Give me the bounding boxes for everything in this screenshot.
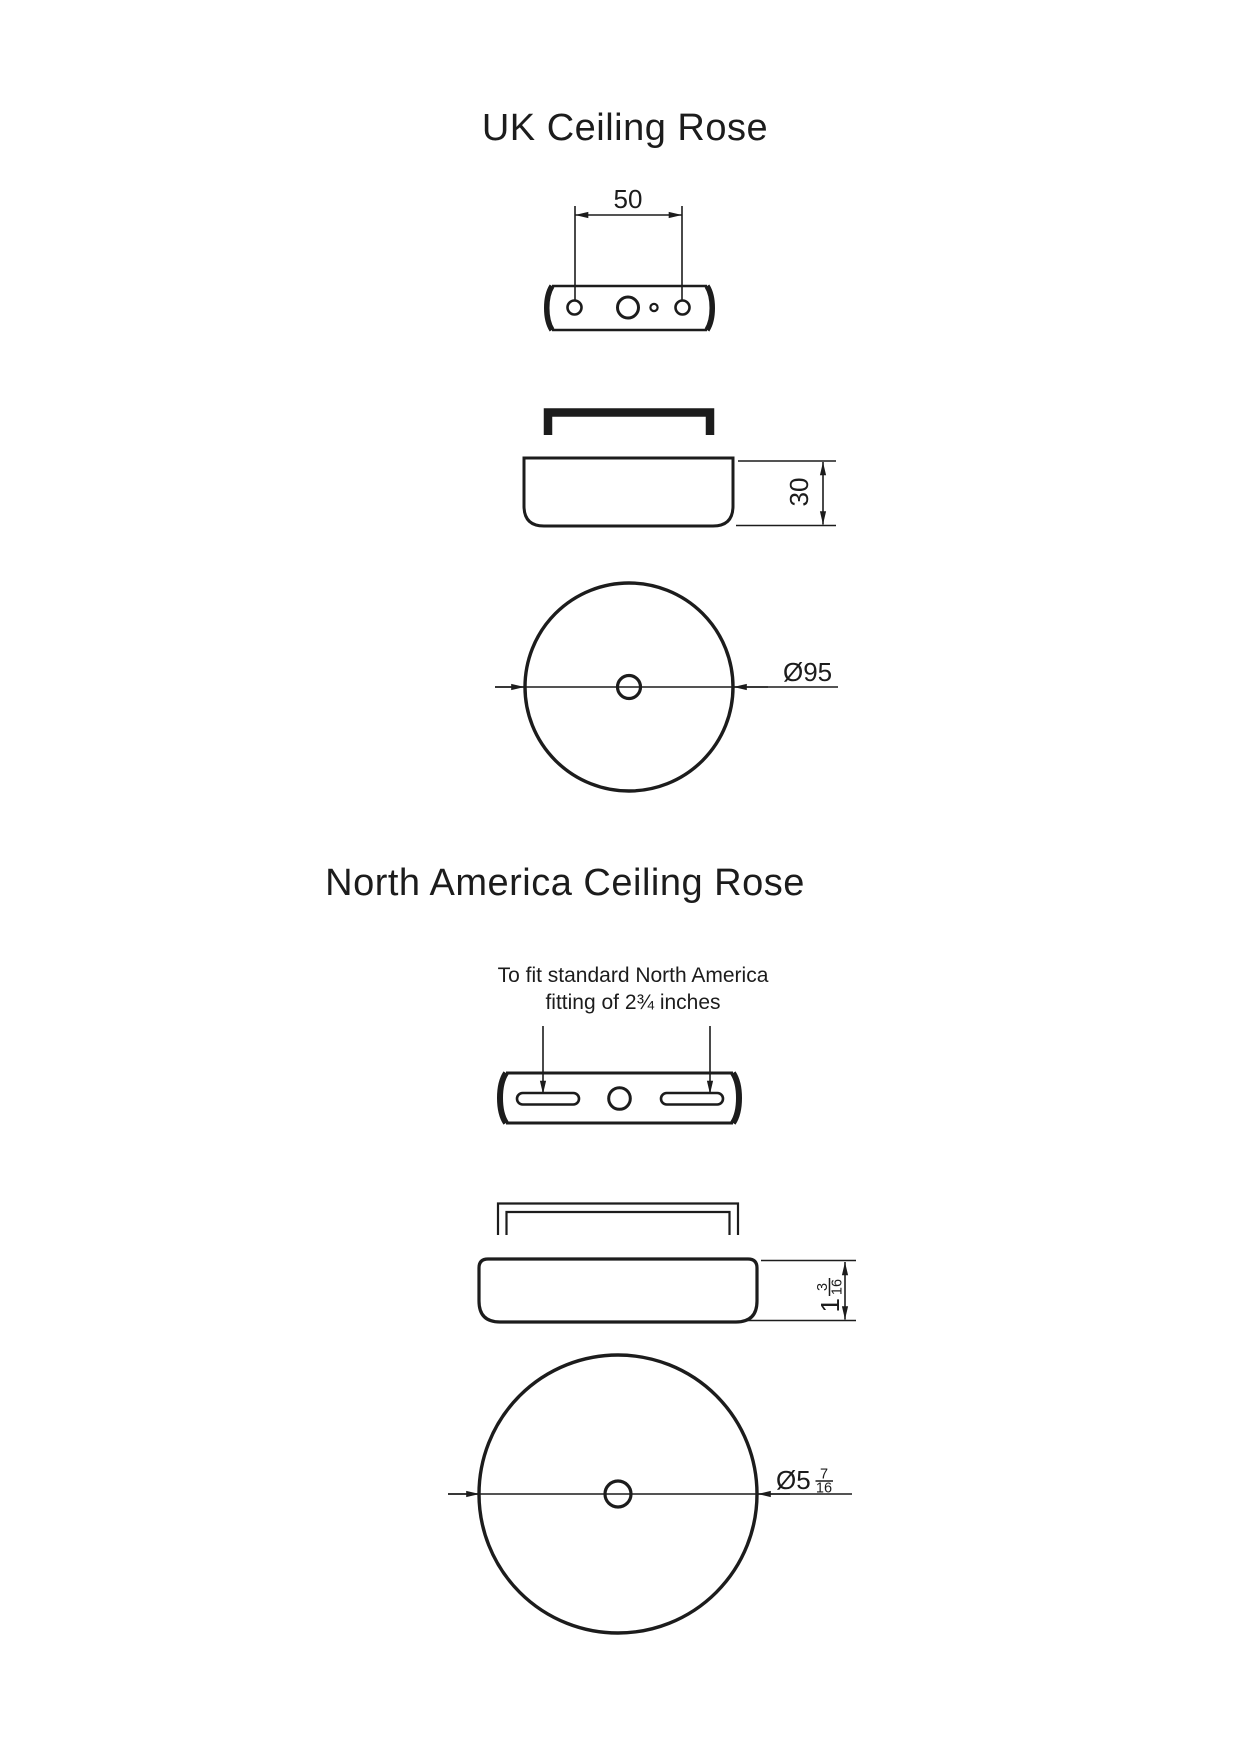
mounting-bracket-outer (498, 1204, 738, 1236)
mounting-slot-left (517, 1093, 579, 1105)
uk-dim-30-label: 30 (784, 477, 814, 507)
plate-left-edge (547, 286, 552, 330)
uk-front-view (495, 583, 838, 791)
note-line-2: fitting of 2¾ inches (545, 991, 721, 1014)
na-front-view (448, 1355, 852, 1633)
pilot-hole (650, 304, 657, 311)
uk-drawing (482, 107, 838, 791)
screw-hole-left (568, 301, 582, 315)
na-plan-view (500, 1073, 739, 1123)
uk-dim-50-label: 50 (613, 184, 643, 214)
uk-diameter-label: Ø95 (783, 657, 833, 687)
cable-hole-center (618, 297, 639, 318)
plate-right-edge (733, 1073, 739, 1123)
dim-whole-number: 1 (815, 1298, 845, 1313)
uk-hole-spacing-dimension (575, 184, 682, 301)
mounting-slot-right (661, 1093, 723, 1105)
plate-left-edge (500, 1073, 506, 1123)
rose-body-side (479, 1259, 757, 1322)
mounting-bracket-inner (507, 1212, 730, 1235)
dim-fraction-numerator: 3 (815, 1282, 831, 1292)
screw-hole-right (676, 301, 690, 315)
rose-body-side (524, 458, 733, 526)
mounting-bracket (548, 413, 710, 436)
dia-fraction-denominator: 16 (815, 1480, 833, 1497)
cable-hole-center (609, 1088, 631, 1110)
na-drawing (325, 862, 856, 1633)
note-line-1: To fit standard North America (497, 964, 769, 987)
dim-fraction-denominator: 16 (829, 1278, 846, 1296)
plate-right-edge (707, 286, 712, 330)
na-height-dimension (747, 1261, 856, 1321)
uk-height-dimension (736, 461, 836, 526)
na-height-dim-label (815, 1278, 846, 1312)
na-side-view (479, 1204, 757, 1323)
uk-title: UK Ceiling Rose (481, 107, 769, 149)
dia-fraction-numerator: 7 (819, 1466, 829, 1483)
uk-side-view (524, 413, 733, 527)
dia-label-prefix: Ø5 (776, 1465, 811, 1495)
na-title: North America Ceiling Rose (325, 862, 805, 904)
uk-plan-view (547, 286, 713, 330)
na-diameter-label (776, 1465, 833, 1497)
